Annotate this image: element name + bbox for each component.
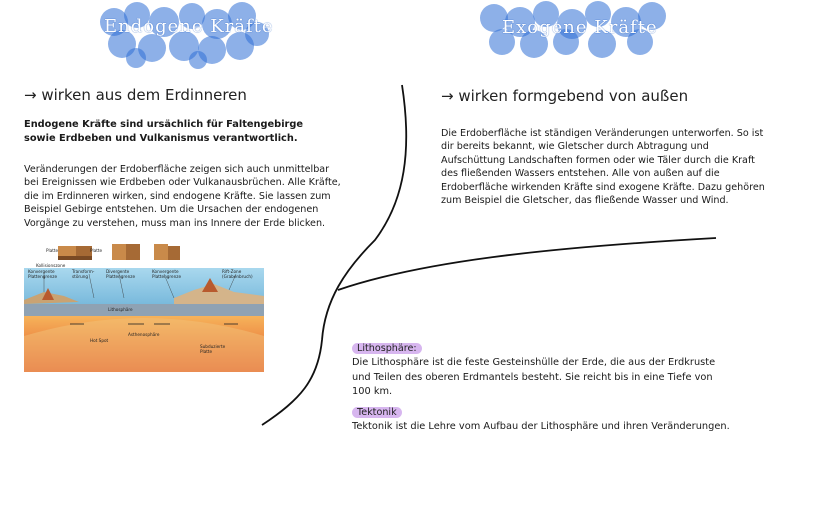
diagram-label: Konvergente Plattengrenze bbox=[152, 269, 182, 279]
diagram-label: Platte bbox=[46, 248, 59, 253]
diagram-label: Platte bbox=[90, 248, 103, 253]
diagram-label: Hot Spot bbox=[90, 338, 109, 343]
diagram-label: Kollisionszone bbox=[36, 263, 66, 268]
endogene-bold-text: Endogene Kräfte sind ursächlich für Faltengebirge sowie Erdbeben und Vulkanismus verantwortlich. bbox=[24, 119, 304, 144]
term-definition: Tektonik ist die Lehre vom Aufbau der Lithosphäre und ihren Veränderungen. bbox=[352, 421, 730, 432]
exogene-heading: → wirken formgebend von außen bbox=[441, 87, 689, 105]
diagram-label: Asthenosphäre bbox=[128, 332, 160, 337]
term-label: Lithosphäre: bbox=[352, 343, 422, 354]
term-tektonik bbox=[352, 400, 732, 435]
plate-tectonics-diagram bbox=[24, 240, 264, 372]
endogene-heading: → wirken aus dem Erdinneren bbox=[24, 86, 247, 104]
diagram-label: Konvergente Plattengrenze bbox=[28, 269, 58, 279]
endogene-title: Endogene Kräfte bbox=[104, 16, 274, 37]
diagram-label: Divergente Plattengrenze bbox=[106, 269, 136, 279]
exogene-title: Exogene Kräfte bbox=[502, 17, 658, 38]
diagram-label: Lithosphäre bbox=[108, 307, 133, 312]
endogene-paragraph: Veränderungen der Erdoberfläche zeigen sich auch unmittelbar bei Ereignissen wie Erdbeben oder Vulkanausbrüchen. Alle Kräfte, die im Erdinneren wirken, sind endogene Kräfte. Sie lassen zum Beispiel Gebirge entstehen. Um die Ursachen der endogenen Vorgänge zu verstehen, muss man ins Innere der Erde blicken. bbox=[24, 164, 341, 229]
term-label: Tektonik bbox=[352, 407, 402, 418]
term-definition: Die Lithosphäre ist die feste Gesteinshülle der Erde, die aus der Erdkruste und Teilen des oberen Erdmantels besteht. Sie reicht bis in eine Tiefe von 100 km. bbox=[352, 357, 716, 397]
diagram-label: Subduzierte Platte bbox=[200, 344, 226, 354]
diagram-label: Rift-Zone (Grabenbruch) bbox=[222, 269, 253, 279]
term-lithosphaere bbox=[352, 336, 732, 400]
exogene-paragraph: Die Erdoberfläche ist ständigen Veränderungen unterworfen. So ist dir bereits bekannt, wie Gletscher durch Abtragung und Aufschüttung Landschaften formen oder wie Täler durch die Kraft des fließenden Wassers entstehen. Alle von außen auf die Erdoberfläche wirkenden Kräfte sind exogene Kräfte. Dazu gehören zum Beispiel die Gletscher, das fließende Wasser und Wind. bbox=[441, 128, 765, 207]
diagram-label: Transform-störung bbox=[72, 269, 95, 279]
